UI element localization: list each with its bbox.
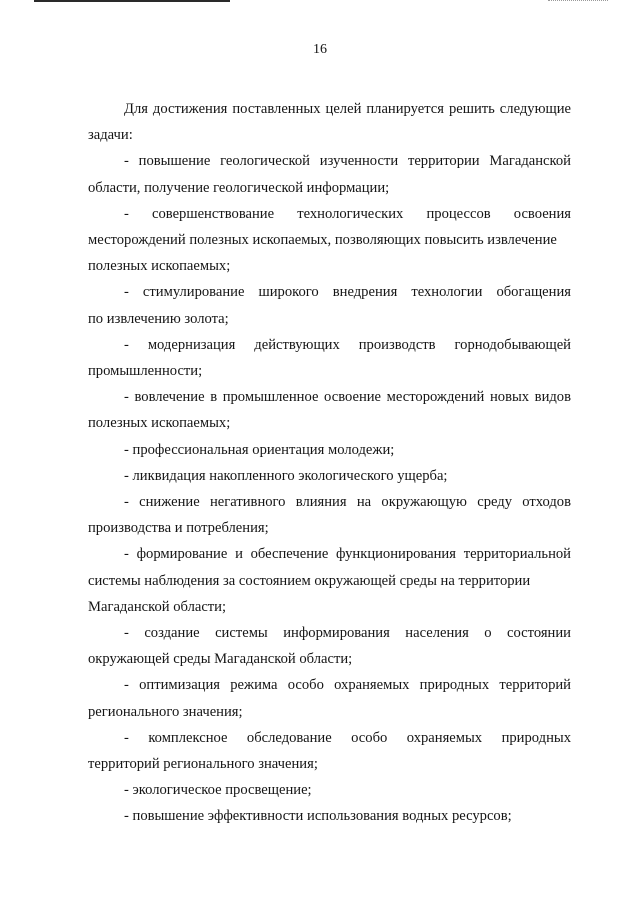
- intro-paragraph: [88, 96, 571, 148]
- task-text: - формирование и обеспечение функционирования территориальной: [124, 546, 571, 563]
- task-text-continued: системы наблюдения за состоянием окружающей среды на территории Магаданской области;: [88, 572, 531, 615]
- task-item: [88, 672, 571, 724]
- task-text: - профессиональная ориентация молодежи;: [124, 441, 395, 458]
- page-number: 16: [313, 42, 327, 57]
- task-text-continued: месторождений полезных ископаемых, позволяющих повысить извлечение полезных ископаемых;: [88, 232, 557, 275]
- task-text-continued: полезных ископаемых;: [88, 415, 231, 432]
- task-text: - снижение негативного влияния на окружающую среду отходов: [124, 494, 571, 511]
- task-item: [88, 384, 571, 436]
- task-item: [88, 803, 571, 829]
- task-item: [88, 201, 571, 280]
- task-item: [88, 541, 571, 620]
- task-text-continued: производства и потребления;: [88, 520, 269, 537]
- task-text: - стимулирование широкого внедрения технологии обогащения: [124, 284, 571, 301]
- task-item: [88, 463, 571, 489]
- task-text-continued: области, получение геологической информации;: [88, 179, 390, 196]
- task-text: - экологическое просвещение;: [124, 782, 312, 799]
- scan-edge-dots: [548, 0, 608, 2]
- scan-edge-line: [34, 0, 230, 2]
- task-item: [88, 725, 571, 777]
- task-text: - вовлечение в промышленное освоение месторождений новых видов: [124, 389, 571, 406]
- task-item: [88, 777, 571, 803]
- intro-line-1: Для достижения поставленных целей планируется решить следующие: [124, 101, 571, 117]
- task-text: - повышение геологической изученности территории Магаданской: [124, 153, 571, 170]
- task-text-continued: по извлечению золота;: [88, 310, 229, 327]
- task-item: [88, 489, 571, 541]
- task-text-continued: территорий регионального значения;: [88, 756, 318, 773]
- task-item: [88, 437, 571, 463]
- task-text-continued: промышленности;: [88, 363, 203, 380]
- task-text: - ликвидация накопленного экологического ущерба;: [124, 467, 448, 484]
- task-text: - оптимизация режима особо охраняемых природных территорий: [124, 677, 571, 694]
- task-item: [88, 279, 571, 331]
- intro-line-2: задачи:: [88, 127, 133, 144]
- task-text: - совершенствование технологических процессов освоения: [124, 205, 571, 222]
- task-text-continued: окружающей среды Магаданской области;: [88, 651, 353, 668]
- task-text: - модернизация действующих производств горнодобывающей: [124, 336, 571, 353]
- document-body: [88, 96, 571, 830]
- task-text-continued: регионального значения;: [88, 703, 243, 720]
- task-item: [88, 620, 571, 672]
- task-text: - комплексное обследование особо охраняемых природных: [124, 729, 571, 746]
- task-text: - создание системы информирования населения о состоянии: [124, 625, 571, 642]
- task-text: - повышение эффективности использования водных ресурсов;: [124, 808, 512, 825]
- task-item: [88, 332, 571, 384]
- task-item: [88, 148, 571, 200]
